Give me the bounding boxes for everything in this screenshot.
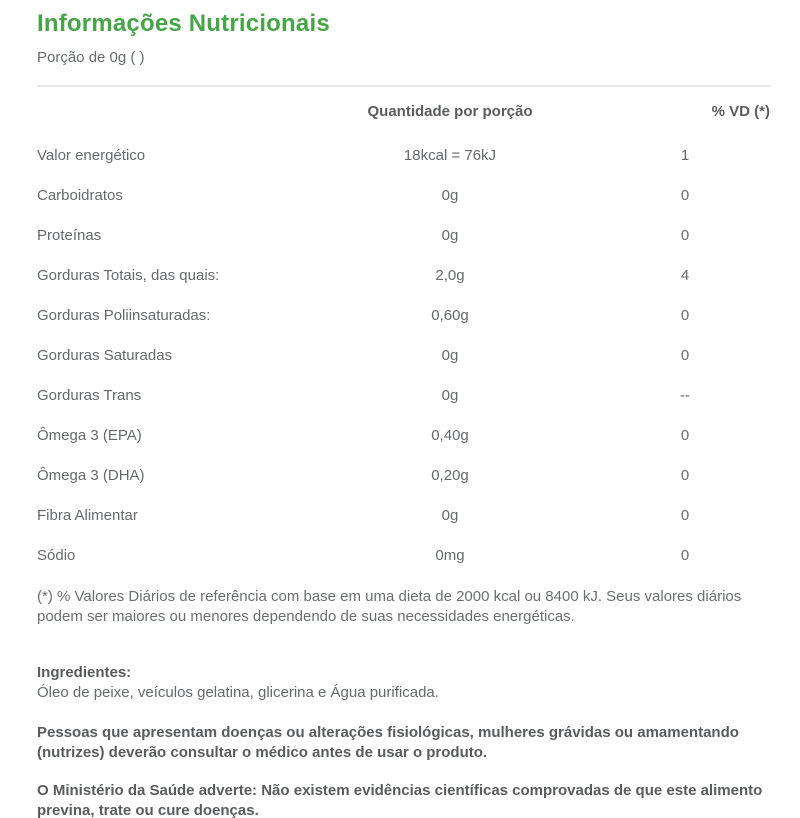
vd-value: 1	[680, 146, 690, 164]
quantity-value: 2,0g	[435, 266, 465, 284]
column-header-vd: % VD (*)	[711, 102, 770, 120]
table-row	[37, 455, 770, 495]
nutrient-label: Proteínas	[37, 226, 102, 244]
table-row	[37, 135, 770, 175]
quantity-value: 0,20g	[431, 466, 469, 484]
ingredients-heading: Ingredientes:	[37, 664, 132, 681]
page-title: Informações Nutricionais	[37, 10, 330, 37]
table-row	[37, 415, 770, 455]
nutrient-label: Gorduras Poliinsaturadas:	[37, 306, 211, 324]
ingredients-block	[37, 663, 770, 703]
quantity-value: 0,40g	[431, 426, 469, 444]
nutrient-label: Valor energético	[37, 146, 146, 164]
nutrition-table	[37, 87, 770, 575]
table-row	[37, 175, 770, 215]
table-row	[37, 255, 770, 295]
table-row	[37, 295, 770, 335]
table-row	[37, 535, 770, 575]
vd-value: 0	[680, 186, 690, 204]
column-header-quantity: Quantidade por porção	[367, 102, 533, 120]
vd-value: 0	[680, 546, 690, 564]
vd-value: 0	[680, 426, 690, 444]
vd-value: 0	[680, 346, 690, 364]
nutrient-label: Sódio	[37, 546, 76, 564]
vd-value: 0	[680, 306, 690, 324]
nutrient-label: Ômega 3 (DHA)	[37, 466, 145, 484]
vd-value: --	[680, 386, 690, 404]
nutrient-label: Gorduras Trans	[37, 386, 142, 404]
vd-value: 0	[680, 226, 690, 244]
warning-ministry: O Ministério da Saúde adverte: Não existem evidências científicas comprovadas de que este alimento previna, trate ou cure doenças.	[37, 782, 763, 818]
nutrient-label: Fibra Alimentar	[37, 506, 138, 524]
table-row	[37, 375, 770, 415]
table-row	[37, 495, 770, 535]
nutrient-label: Carboidratos	[37, 186, 123, 204]
quantity-value: 18kcal = 76kJ	[403, 146, 497, 164]
quantity-value: 0g	[441, 226, 459, 244]
quantity-value: 0,60g	[431, 306, 469, 324]
table-row	[37, 335, 770, 375]
quantity-value: 0g	[441, 346, 459, 364]
quantity-value: 0g	[441, 186, 459, 204]
vd-value: 0	[680, 506, 690, 524]
serving-size: Porção de 0g ( )	[37, 49, 145, 66]
quantity-value: 0g	[441, 506, 459, 524]
nutrient-label: Gorduras Saturadas	[37, 346, 173, 364]
table-header-row	[37, 87, 770, 135]
vd-value: 0	[680, 466, 690, 484]
quantity-value: 0g	[441, 386, 459, 404]
daily-values-footnote: (*) % Valores Diários de referência com base em uma dieta de 2000 kcal ou 8400 kJ. Seus valores diários podem ser maiores ou menores dependendo de suas necessidades energéticas.	[37, 588, 742, 625]
ingredients-text: Óleo de peixe, veículos gelatina, glicerina e Água purificada.	[37, 684, 439, 701]
vd-value: 4	[680, 266, 690, 284]
column-header-nutrient	[37, 87, 300, 135]
nutrient-label: Gorduras Totais, das quais:	[37, 266, 220, 284]
nutrient-label: Ômega 3 (EPA)	[37, 426, 142, 444]
quantity-value: 0mg	[435, 546, 465, 564]
table-row	[37, 215, 770, 255]
warning-pregnancy: Pessoas que apresentam doenças ou alterações fisiológicas, mulheres grávidas ou amamentando (nutrizes) deverão consultar o médico antes de usar o produto.	[37, 724, 739, 761]
